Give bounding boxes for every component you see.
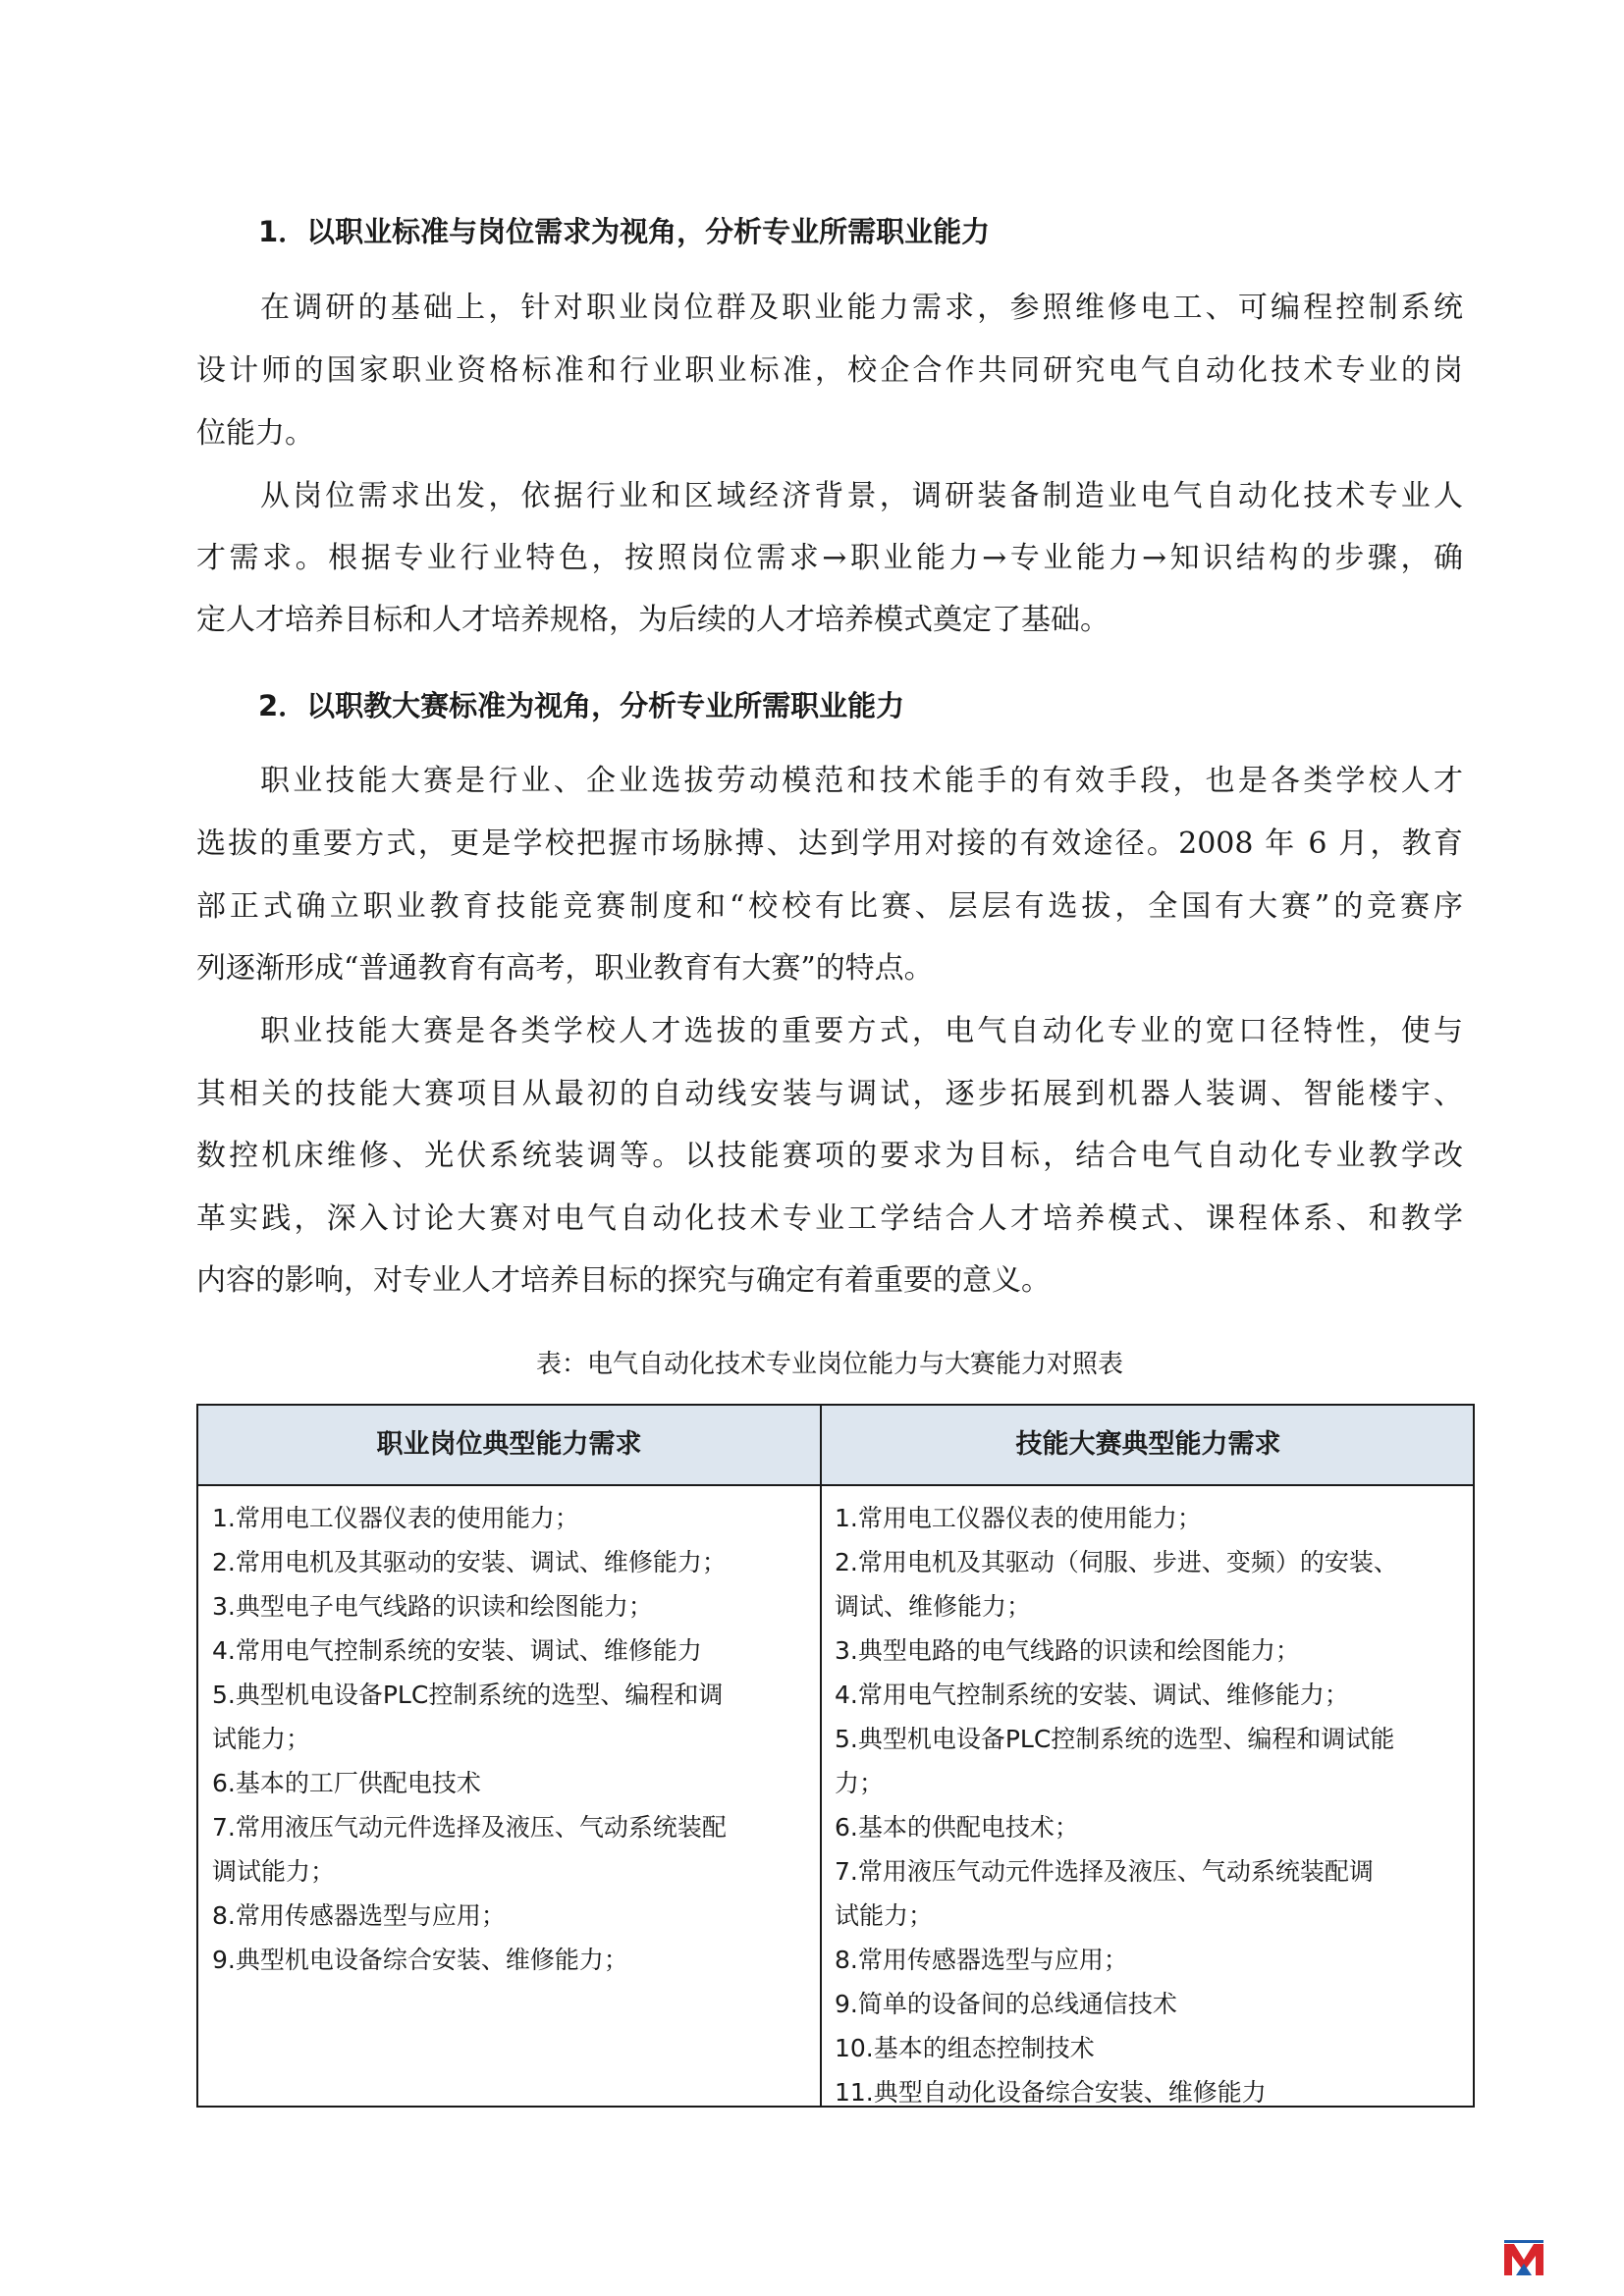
table-cell-contest — [835, 1496, 1463, 2114]
paragraph-line: 设计师的国家职业资格标准和行业职业标准，校企合作共同研究电气自动化技术专业的岗 — [196, 353, 1463, 388]
list-item: 力； — [835, 1769, 885, 1797]
paragraph-line: 才需求。根据专业行业特色，按照岗位需求→职业能力→专业能力→知识结构的步骤，确 — [196, 541, 1463, 575]
section-2-heading: 2．以职教大赛标准为视角，分析专业所需职业能力 — [258, 689, 905, 722]
paragraph-line: 职业技能大赛是各类学校人才选拔的重要方式，电气自动化专业的宽口径特性，使与 — [260, 1014, 1463, 1048]
list-item: 11.典型自动化设备综合安装、维修能力 — [835, 2078, 1267, 2107]
list-item: 5.典型机电设备PLC控制系统的选型、编程和调 — [212, 1681, 724, 1709]
paragraph-line: 其相关的技能大赛项目从最初的自动线安装与调试，逐步拓展到机器人装调、智能楼宇、 — [196, 1077, 1463, 1111]
table-header-job: 职业岗位典型能力需求 — [376, 1429, 642, 1460]
paragraph-line: 数控机床维修、光伏系统装调等。以技能赛项的要求为目标，结合电气自动化专业教学改 — [196, 1139, 1463, 1173]
column-divider — [820, 1406, 822, 2106]
list-item: 调试、维修能力； — [835, 1592, 1032, 1621]
list-item: 6.基本的工厂供配电技术 — [212, 1769, 481, 1797]
list-item: 调试能力； — [212, 1857, 336, 1886]
list-item: 3.典型电路的电气线路的识读和绘图能力； — [835, 1636, 1300, 1665]
list-item: 8.常用传感器选型与应用； — [835, 1946, 1128, 1974]
table-caption: 表：电气自动化技术专业岗位能力与大赛能力对照表 — [535, 1350, 1123, 1379]
list-item: 8.常用传感器选型与应用； — [212, 1901, 506, 1930]
brand-logo-icon — [1502, 2238, 1545, 2277]
table-header-row — [198, 1406, 1473, 1486]
list-item: 7.常用液压气动元件选择及液压、气动系统装配 — [212, 1813, 727, 1842]
paragraph-line: 内容的影响，对专业人才培养目标的探究与确定有着重要的意义。 — [196, 1263, 1051, 1298]
list-item: 10.基本的组态控制技术 — [835, 2034, 1095, 2062]
list-item: 3.典型电子电气线路的识读和绘图能力； — [212, 1592, 653, 1621]
list-item: 9.简单的设备间的总线通信技术 — [835, 1990, 1177, 2018]
paragraph-line: 定人才培养目标和人才培养规格，为后续的人才培养模式奠定了基础。 — [196, 603, 1110, 637]
table-cell-job — [212, 1496, 811, 1982]
list-item: 试能力； — [212, 1725, 311, 1753]
comparison-table — [196, 1404, 1475, 2108]
list-item: 4.常用电气控制系统的安装、调试、维修能力 — [212, 1636, 702, 1665]
list-item: 5.典型机电设备PLC控制系统的选型、编程和调试能 — [835, 1725, 1395, 1753]
table-header-contest: 技能大赛典型能力需求 — [1015, 1429, 1281, 1460]
paragraph-line: 位能力。 — [196, 416, 314, 451]
paragraph-line: 职业技能大赛是行业、企业选拔劳动模范和技术能手的有效手段，也是各类学校人才 — [260, 764, 1463, 798]
paragraph-line: 从岗位需求出发，依据行业和区域经济背景，调研装备制造业电气自动化技术专业人 — [260, 479, 1463, 513]
list-item: 1.常用电工仪器仪表的使用能力； — [212, 1504, 579, 1532]
list-item: 6.基本的供配电技术； — [835, 1813, 1079, 1842]
paragraph-line: 选拔的重要方式，更是学校把握市场脉搏、达到学用对接的有效途径。2008 年 6 月，教育 — [196, 827, 1463, 861]
list-item: 1.常用电工仪器仪表的使用能力； — [835, 1504, 1202, 1532]
list-item: 4.常用电气控制系统的安装、调试、维修能力； — [835, 1681, 1349, 1709]
list-item: 2.常用电机及其驱动（伺服、步进、变频）的安装、 — [835, 1548, 1398, 1576]
paragraph-line: 列逐渐形成“普通教育有高考，职业教育有大赛”的特点。 — [196, 951, 934, 986]
section-1-heading: 1．以职业标准与岗位需求为视角，分析专业所需职业能力 — [258, 215, 991, 248]
list-item: 7.常用液压气动元件选择及液压、气动系统装配调 — [835, 1857, 1374, 1886]
paragraph-line: 革实践，深入讨论大赛对电气自动化技术专业工学结合人才培养模式、课程体系、和教学 — [196, 1201, 1463, 1236]
paragraph-line: 在调研的基础上，针对职业岗位群及职业能力需求，参照维修电工、可编程控制系统 — [260, 291, 1463, 325]
list-item: 9.典型机电设备综合安装、维修能力； — [212, 1946, 628, 1974]
paragraph-line: 部正式确立职业教育技能竞赛制度和“校校有比赛、层层有选拔，全国有大赛”的竞赛序 — [196, 889, 1463, 924]
list-item: 2.常用电机及其驱动的安装、调试、维修能力； — [212, 1548, 727, 1576]
list-item: 试能力； — [835, 1901, 934, 1930]
